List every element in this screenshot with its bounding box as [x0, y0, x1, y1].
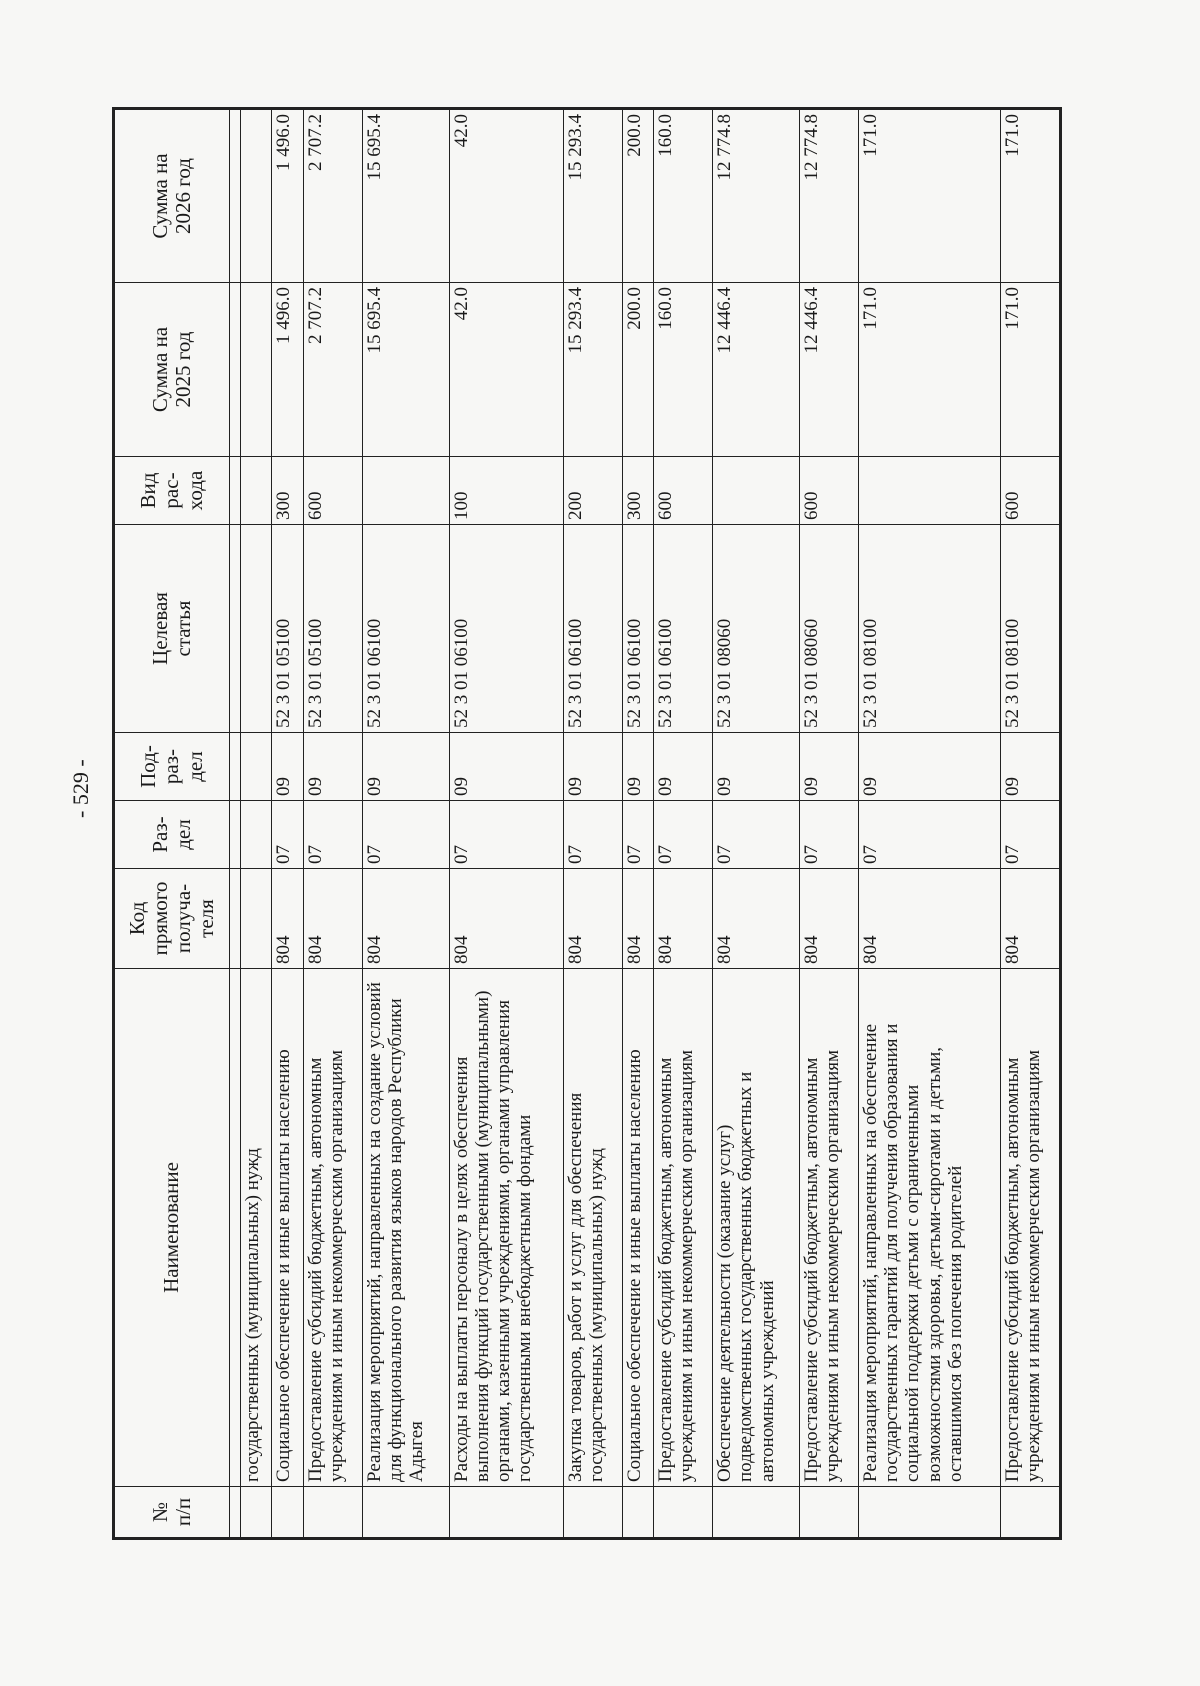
row-subsection: 09	[362, 733, 449, 801]
row-section: 07	[858, 801, 1000, 869]
row-sum-2026: 15 695.4	[362, 109, 449, 283]
row-target-article: 52 3 01 06100	[563, 525, 622, 733]
row-sum-2026: 1 496.0	[272, 109, 303, 283]
row-name: Предоставление субсидий бюджетным, автономным учреждениям и иным некоммерческим организациям	[303, 969, 362, 1487]
budget-table	[112, 107, 1062, 1540]
header-section: Раз- дел	[114, 801, 230, 869]
row-section: 07	[362, 801, 449, 869]
header-target-article: Целевая статья	[114, 525, 230, 733]
row-recipient-code: 804	[654, 869, 713, 969]
row-num	[858, 1487, 1000, 1539]
row-expense-type	[241, 457, 272, 525]
header-expense-type: Вид рас- хода	[114, 457, 230, 525]
header-name: Наименование	[114, 969, 230, 1487]
table-row	[241, 109, 272, 1539]
row-recipient-code: 804	[362, 869, 449, 969]
row-num	[1000, 1487, 1060, 1539]
row-target-article: 52 3 01 06100	[362, 525, 449, 733]
row-section: 07	[622, 801, 653, 869]
row-expense-type	[713, 457, 800, 525]
row-target-article: 52 3 01 08060	[799, 525, 858, 733]
row-sum-2026: 171.0	[858, 109, 1000, 283]
row-recipient-code: 804	[1000, 869, 1060, 969]
row-num	[622, 1487, 653, 1539]
row-recipient-code: 804	[563, 869, 622, 969]
row-section: 07	[563, 801, 622, 869]
row-sum-2025: 12 446.4	[713, 283, 800, 457]
row-sum-2026: 160.0	[654, 109, 713, 283]
row-target-article: 52 3 01 05100	[272, 525, 303, 733]
table-row	[858, 109, 1000, 1539]
row-name: Обеспечение деятельности (оказание услуг) подведомственных государственных бюджетных и автономных учреждений	[713, 969, 800, 1487]
row-subsection: 09	[272, 733, 303, 801]
table-body	[230, 109, 1061, 1539]
row-subsection: 09	[563, 733, 622, 801]
row-name: Реализация мероприятий, направленных на обеспечение государственных гарантий для получения образования и социальной поддержки детьми с ограниченными возможностями здоровья, детьми-сиротами и детьми, оставшимися без попечения родителей	[858, 969, 1000, 1487]
row-recipient-code: 804	[303, 869, 362, 969]
header-recipient-code: Код прямого получа- теля	[114, 869, 230, 969]
row-sum-2025: 200.0	[622, 283, 653, 457]
row-expense-type: 200	[563, 457, 622, 525]
rotated-table-container	[112, 110, 1062, 1540]
header-subsection: Под- раз- дел	[114, 733, 230, 801]
row-recipient-code: 804	[799, 869, 858, 969]
row-subsection: 09	[449, 733, 563, 801]
row-expense-type: 600	[654, 457, 713, 525]
table-header-row	[114, 109, 230, 1539]
header-num: № п/п	[114, 1487, 230, 1539]
row-sum-2026: 15 293.4	[563, 109, 622, 283]
row-num	[241, 1487, 272, 1539]
row-name: Предоставление субсидий бюджетным, автономным учреждениям и иным некоммерческим организациям	[799, 969, 858, 1487]
row-sum-2025: 1 496.0	[272, 283, 303, 457]
table-row	[622, 109, 653, 1539]
row-num	[303, 1487, 362, 1539]
row-subsection: 09	[858, 733, 1000, 801]
table-row	[272, 109, 303, 1539]
row-num	[272, 1487, 303, 1539]
row-subsection: 09	[654, 733, 713, 801]
row-num	[563, 1487, 622, 1539]
row-sum-2026: 12 774.8	[799, 109, 858, 283]
row-target-article	[241, 525, 272, 733]
row-name: Расходы на выплаты персоналу в целях обеспечения выполнения функций государственными (муниципальными) органами, казенными учреждениями, органами управления государственными внебюджетными фондами	[449, 969, 563, 1487]
row-name: Социальное обеспечение и иные выплаты населению	[622, 969, 653, 1487]
table-row	[713, 109, 800, 1539]
row-target-article: 52 3 01 06100	[654, 525, 713, 733]
row-subsection: 09	[622, 733, 653, 801]
row-section: 07	[272, 801, 303, 869]
row-num	[362, 1487, 449, 1539]
row-sum-2026: 171.0	[1000, 109, 1060, 283]
table-row	[654, 109, 713, 1539]
row-subsection: 09	[799, 733, 858, 801]
row-section	[241, 801, 272, 869]
row-sum-2025: 15 695.4	[362, 283, 449, 457]
row-num	[654, 1487, 713, 1539]
row-num	[449, 1487, 563, 1539]
row-expense-type	[362, 457, 449, 525]
row-recipient-code	[241, 869, 272, 969]
row-expense-type: 600	[1000, 457, 1060, 525]
table-row	[449, 109, 563, 1539]
row-section: 07	[1000, 801, 1060, 869]
row-sum-2025: 42.0	[449, 283, 563, 457]
page-number: - 529 -	[68, 759, 93, 818]
row-sum-2025: 2 707.2	[303, 283, 362, 457]
header-sum-2025: Сумма на 2025 год	[114, 283, 230, 457]
row-name: государственных (муниципальных) нужд	[241, 969, 272, 1487]
row-name: Предоставление субсидий бюджетным, автономным учреждениям и иным некоммерческим организациям	[654, 969, 713, 1487]
row-target-article: 52 3 01 05100	[303, 525, 362, 733]
row-name: Социальное обеспечение и иные выплаты населению	[272, 969, 303, 1487]
row-section: 07	[799, 801, 858, 869]
row-sum-2025: 171.0	[1000, 283, 1060, 457]
row-sum-2025: 171.0	[858, 283, 1000, 457]
row-sum-2025: 160.0	[654, 283, 713, 457]
table-row	[303, 109, 362, 1539]
row-num	[799, 1487, 858, 1539]
row-subsection: 09	[303, 733, 362, 801]
row-section: 07	[449, 801, 563, 869]
row-target-article: 52 3 01 06100	[622, 525, 653, 733]
row-expense-type: 300	[622, 457, 653, 525]
row-name: Реализация мероприятий, направленных на создание условий для функционального развития языков народов Республики Адыгея	[362, 969, 449, 1487]
row-sum-2025	[241, 283, 272, 457]
row-sum-2026: 2 707.2	[303, 109, 362, 283]
row-name: Предоставление субсидий бюджетным, автономным учреждениям и иным некоммерческим организациям	[1000, 969, 1060, 1487]
row-sum-2025: 12 446.4	[799, 283, 858, 457]
table-row	[362, 109, 449, 1539]
header-sum-2026: Сумма на 2026 год	[114, 109, 230, 283]
row-section: 07	[303, 801, 362, 869]
row-sum-2026	[241, 109, 272, 283]
row-recipient-code: 804	[272, 869, 303, 969]
row-recipient-code: 804	[713, 869, 800, 969]
row-subsection: 09	[1000, 733, 1060, 801]
row-name: Закупка товаров, работ и услуг для обеспечения государственных (муниципальных) нужд	[563, 969, 622, 1487]
row-subsection: 09	[713, 733, 800, 801]
row-expense-type: 100	[449, 457, 563, 525]
row-subsection	[241, 733, 272, 801]
table-row	[1000, 109, 1060, 1539]
row-target-article: 52 3 01 08060	[713, 525, 800, 733]
row-recipient-code: 804	[449, 869, 563, 969]
row-target-article: 52 3 01 08100	[1000, 525, 1060, 733]
row-sum-2025: 15 293.4	[563, 283, 622, 457]
row-expense-type: 600	[303, 457, 362, 525]
row-expense-type: 300	[272, 457, 303, 525]
row-recipient-code: 804	[858, 869, 1000, 969]
row-sum-2026: 12 774.8	[713, 109, 800, 283]
row-section: 07	[713, 801, 800, 869]
table-row	[799, 109, 858, 1539]
row-sum-2026: 42.0	[449, 109, 563, 283]
row-expense-type	[858, 457, 1000, 525]
row-section: 07	[654, 801, 713, 869]
spacer-row	[230, 109, 241, 1539]
row-recipient-code: 804	[622, 869, 653, 969]
row-target-article: 52 3 01 08100	[858, 525, 1000, 733]
row-num	[713, 1487, 800, 1539]
table-row	[563, 109, 622, 1539]
row-sum-2026: 200.0	[622, 109, 653, 283]
row-expense-type: 600	[799, 457, 858, 525]
row-target-article: 52 3 01 06100	[449, 525, 563, 733]
